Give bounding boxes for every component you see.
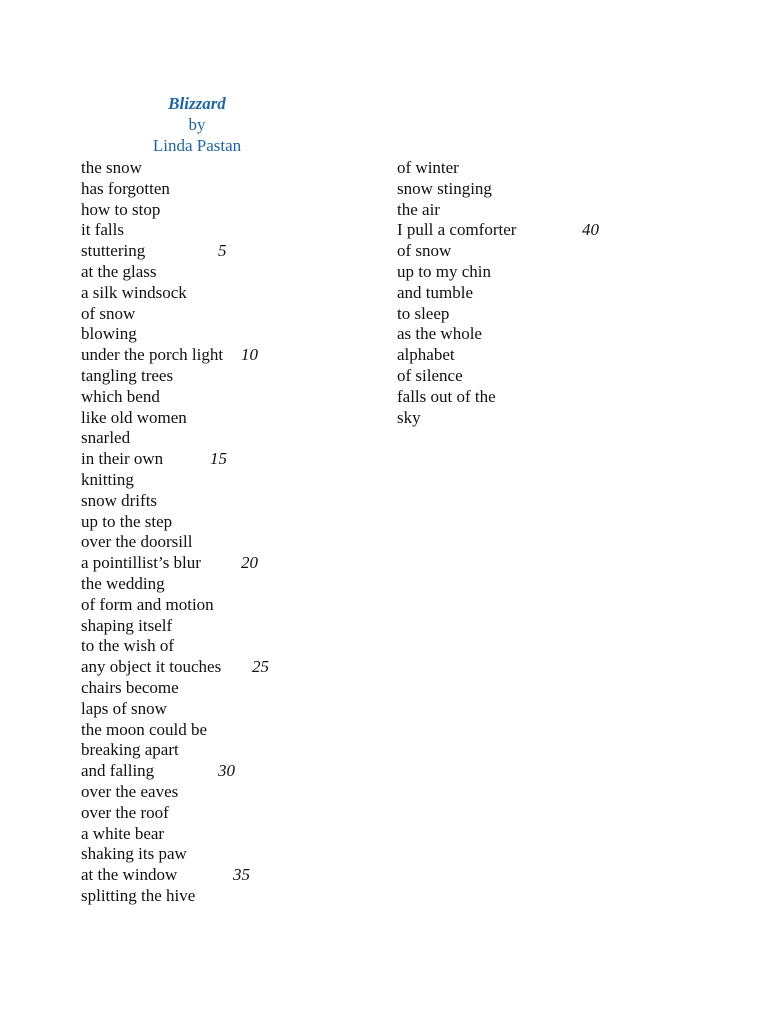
poem-line-text: snow stinging	[397, 178, 492, 198]
poem-line	[81, 200, 223, 221]
poem-line-text: sky	[397, 407, 421, 427]
poem-line-text: it falls	[81, 220, 124, 240]
poem-author: Linda Pastan	[152, 136, 242, 155]
poem-line	[81, 512, 223, 533]
poem-line-text: the snow	[81, 158, 142, 177]
poem-line	[397, 366, 516, 387]
poem-line	[397, 408, 516, 429]
poem-line	[397, 304, 516, 325]
poem-line-text: and falling	[81, 761, 155, 781]
line-number: 10	[241, 345, 258, 365]
poem-line	[81, 241, 227, 262]
poem-line-text: which bend	[81, 386, 160, 406]
poem-line-text: shaking its paw	[81, 844, 187, 864]
line-number: 30	[218, 761, 235, 781]
line-number: 35	[233, 865, 250, 885]
poem-line-text: over the roof	[81, 802, 169, 822]
poem-line-text: to sleep	[397, 303, 450, 323]
poem-line	[397, 220, 599, 241]
poem-line	[81, 803, 223, 824]
poem-line	[397, 324, 516, 345]
poem-line-text: the moon could be	[81, 719, 208, 739]
poem-line-text: splitting the hive	[81, 885, 196, 905]
poem-line-text: a white bear	[81, 823, 165, 843]
poem-line	[81, 179, 223, 200]
poem-line	[81, 470, 223, 491]
poem-line	[81, 491, 223, 512]
poem-line-text: falls out of the	[397, 386, 496, 406]
poem-line	[81, 158, 223, 179]
poem-line	[397, 179, 516, 200]
poem-line	[81, 761, 235, 782]
poem-line	[397, 241, 516, 262]
line-number: 5	[218, 241, 227, 261]
poem-line-text: snarled	[81, 428, 131, 448]
poem-line	[81, 865, 250, 886]
poem-line-text: of form and motion	[81, 594, 214, 614]
poem-line-text: knitting	[81, 469, 134, 489]
poem-line-text: breaking apart	[81, 740, 179, 760]
poem-line	[81, 387, 223, 408]
poem-line	[81, 449, 227, 470]
poem-line	[81, 283, 223, 304]
poem-line-text: to the wish of	[81, 636, 175, 656]
poem-line	[397, 262, 516, 283]
poem-line	[81, 595, 223, 616]
poem-line-text: at the glass	[81, 261, 157, 281]
poem-title: Blizzard	[168, 94, 226, 113]
poem-line-text: a pointillist’s blur	[81, 553, 201, 573]
poem-line-text: alphabet	[397, 345, 455, 365]
poem-line	[81, 324, 223, 345]
poem-line-text: stuttering	[81, 241, 146, 261]
poem-line-text: of snow	[397, 241, 452, 261]
poem-line	[81, 844, 223, 865]
line-number: 15	[210, 449, 227, 469]
poem-line	[81, 720, 223, 741]
poem-line-text: up to the step	[81, 511, 173, 531]
poem-line-text: any object it touches	[81, 657, 222, 677]
poem-line-text: up to my chin	[397, 261, 491, 281]
poem-line	[81, 366, 223, 387]
poem-line	[81, 824, 223, 845]
poem-line	[81, 657, 269, 678]
poem-line-text: and tumble	[397, 282, 474, 302]
poem-line	[81, 886, 223, 907]
poem-line	[397, 200, 516, 221]
poem-line-text: chairs become	[81, 677, 179, 697]
poem-line	[81, 262, 223, 283]
poem-line	[81, 740, 223, 761]
poem-line	[397, 345, 516, 366]
poem-line-text: under the porch light	[81, 345, 224, 365]
poem-line-text: like old women	[81, 407, 187, 427]
poem-line-text: tangling trees	[81, 365, 174, 385]
poem-line-text: over the eaves	[81, 781, 179, 801]
poem-line-text: at the window	[81, 865, 178, 885]
poem-line-text: of winter	[397, 158, 459, 177]
poem-column-right	[397, 158, 599, 428]
poem-line	[81, 782, 223, 803]
poem-line	[81, 345, 258, 366]
poem-column-left	[81, 158, 269, 907]
line-number: 40	[582, 220, 599, 240]
poem-line	[397, 387, 516, 408]
poem-line-text: shaping itself	[81, 615, 173, 635]
poem-line-text: snow drifts	[81, 490, 158, 510]
poem-line	[81, 574, 223, 595]
poem-line-text: the wedding	[81, 573, 165, 593]
poem-byline: by	[188, 115, 206, 134]
poem-line	[81, 304, 223, 325]
poem-line	[81, 699, 223, 720]
poem-line	[397, 283, 516, 304]
poem-line-text: laps of snow	[81, 698, 167, 718]
poem-line	[81, 532, 223, 553]
poem-line-text: how to stop	[81, 199, 161, 219]
poem-line-text: over the doorsill	[81, 532, 193, 552]
poem-line	[397, 158, 516, 179]
poem-line	[81, 553, 258, 574]
poem-line-text: a silk windsock	[81, 282, 187, 302]
poem-line-text: the air	[397, 199, 440, 219]
poem-line-text: of silence	[397, 365, 463, 385]
poem-line-text: blowing	[81, 324, 137, 344]
line-number: 25	[252, 657, 269, 677]
poem-line-text: as the whole	[397, 324, 482, 344]
poem-line-text: in their own	[81, 449, 164, 469]
poem-line-text: I pull a comforter	[397, 220, 517, 240]
poem-line	[81, 408, 223, 429]
poem-line	[81, 636, 223, 657]
poem-line	[81, 678, 223, 699]
poem-line	[81, 616, 223, 637]
poem-line-text: of snow	[81, 303, 136, 323]
poem-line-text: has forgotten	[81, 178, 170, 198]
poem-line	[81, 220, 223, 241]
line-number: 20	[241, 553, 258, 573]
poem-line	[81, 428, 223, 449]
